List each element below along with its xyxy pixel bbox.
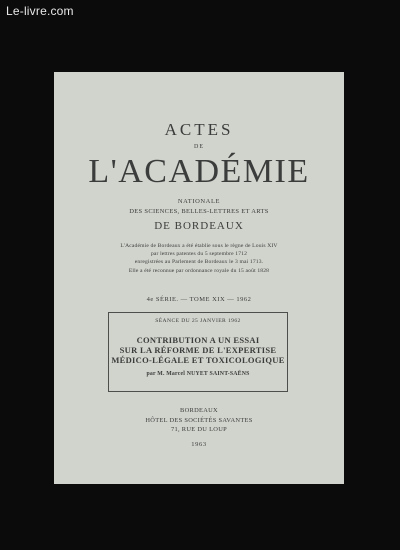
article-title xyxy=(109,335,287,365)
cover-nationale: NATIONALE xyxy=(177,198,221,205)
title-box xyxy=(108,312,288,392)
book-cover xyxy=(54,72,344,484)
history-line: Elle a été reconnue par ordonnance royale du 15 août 1828 xyxy=(128,267,270,274)
cover-bordeaux: DE BORDEAUX xyxy=(154,220,244,232)
publisher-line: HÔTEL DES SOCIÉTÉS SAVANTES xyxy=(145,416,253,424)
publisher-line: BORDEAUX xyxy=(180,407,218,414)
cover-sciences: DES SCIENCES, BELLES-LETTRES ET ARTS xyxy=(129,208,269,215)
watermark-text: Le-livre.com xyxy=(6,4,74,18)
cover-actes: ACTES xyxy=(164,120,234,139)
title-line: SUR LA RÉFORME DE L'EXPERTISE xyxy=(119,345,277,355)
cover-de: DE xyxy=(194,144,204,150)
publication-year: 1963 xyxy=(191,441,207,448)
cover-serie: 4e SÉRIE. — TOME XIX — 1962 xyxy=(146,296,252,303)
article-author: par M. Marcel NUYET SAINT-SAËNS xyxy=(146,371,250,377)
cover-academie-title: L'ACADÉMIE xyxy=(88,153,310,190)
cover-history xyxy=(72,242,326,275)
history-line: enregistrées au Parlement de Bordeaux le 3 mai 1713. xyxy=(134,259,264,266)
title-line: MÉDICO-LÉGALE ET TOXICOLOGIQUE xyxy=(111,355,285,365)
title-line: CONTRIBUTION A UN ESSAI xyxy=(136,335,260,345)
publisher-block xyxy=(54,406,344,435)
history-line: par lettres patentes du 5 septembre 1712 xyxy=(150,251,248,258)
publisher-line: 71, RUE DU LOUP xyxy=(171,426,227,433)
seance-date: SÉANCE DU 25 JANVIER 1962 xyxy=(155,318,241,324)
history-line: L'Académie de Bordeaux a été établie sous le règne de Louis XIV xyxy=(120,243,278,249)
